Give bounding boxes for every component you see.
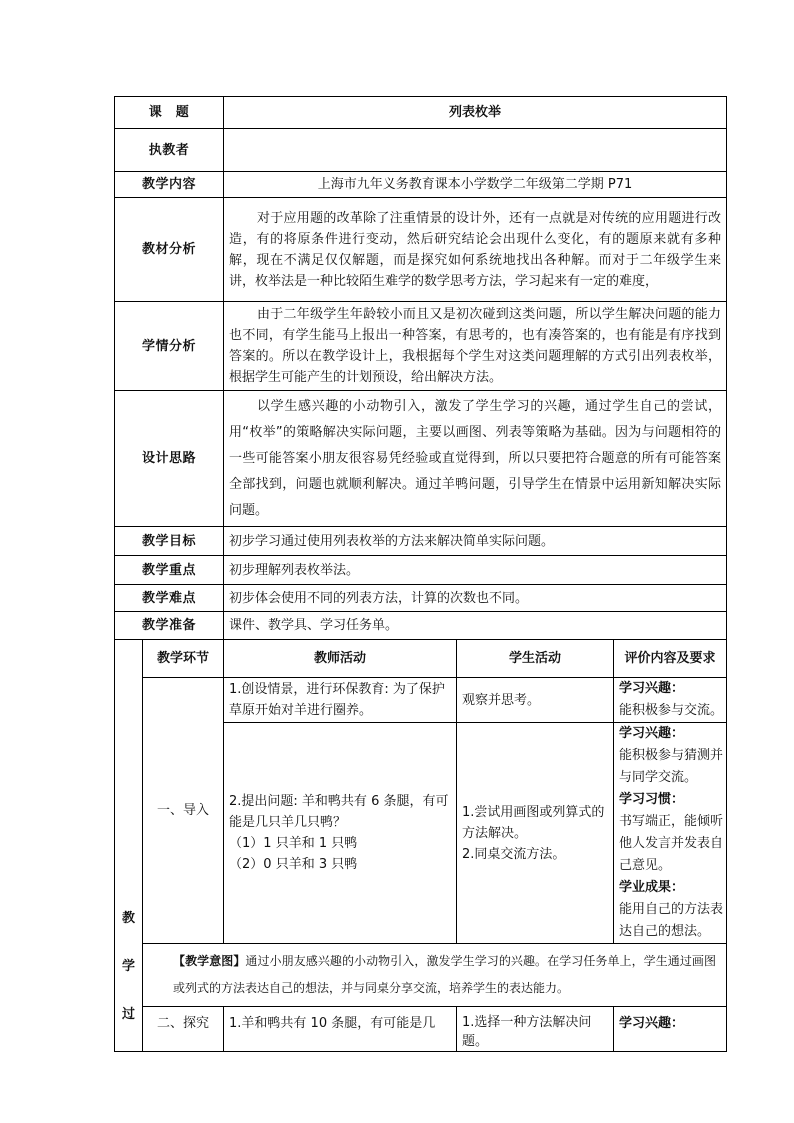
teaching-intent: 【教学意图】通过小朋友感兴趣的小动物引入，激发学生学习的兴趣。在学习任务单上，学生通过画图或列式的方法表达自己的想法，并与同桌分享交流，培养学生的表达能力。	[143, 944, 727, 1007]
content-label: 教学内容	[115, 172, 224, 198]
key-value: 初步理解列表枚举法。	[224, 556, 727, 585]
intro-stage: 一、导入	[143, 678, 224, 944]
header-student: 学生活动	[457, 640, 614, 678]
intro-student-2: 1.尝试用画图或列算式的方法解决。 2.同桌交流方法。	[457, 723, 614, 944]
row-content	[115, 172, 727, 198]
material-value: 对于应用题的改革除了注重情景的设计外，还有一点就是对传统的应用题进行改造，有的将原条件进行变动，然后研究结论会出现什么变化，有的题原来就有多种解，现在不满足仅仅解题，而是探究如何系统地找出各种解。而对于二年级学生来讲，枚举法是一种比较陌生难学的数学思考方法，学习起来有一定的难度，	[224, 198, 727, 302]
intro-teacher-1: 1.创设情景，进行环保教育: 为了保护草原开始对羊进行圈养。	[224, 678, 457, 723]
row-goal	[115, 527, 727, 556]
teacher-value	[224, 129, 727, 172]
explore-stage: 二、探究	[143, 1007, 224, 1052]
design-value: 以学生感兴趣的小动物引入，激发了学生学习的兴趣，通过学生自己的尝试，用“枚举”的策略解决实际问题，主要以画图、列表等策略为基础。因为与问题相符的一些可能答案小朋友很容易凭经验或直觉得到，所以只要把符合题意的所有可能答案全部找到，问题也就顺利解决。通过羊鸭问题，引导学生在情景中运用新知解决实际问题。	[224, 391, 727, 527]
material-label: 教材分析	[115, 198, 224, 302]
header-stage: 教学环节	[143, 640, 224, 678]
intro-eval-1: 学习兴趣： 能积极参与交流。	[614, 678, 727, 723]
students-label: 学情分析	[115, 302, 224, 391]
content-value: 上海市九年义务教育课本小学数学二年级第二学期 P71	[224, 172, 727, 198]
row-teacher	[115, 129, 727, 172]
row-design	[115, 391, 727, 527]
topic-label: 课 题	[115, 97, 224, 129]
header-teacher: 教师活动	[224, 640, 457, 678]
intro-teacher-2: 2.提出问题: 羊和鸭共有 6 条腿，有可能是几只羊几只鸭？ （1）1 只羊和 1 只鸭 （2）0 只羊和 3 只鸭	[224, 723, 457, 944]
intro-eval-2: 学习兴趣： 能积极参与猜测并与同学交流。 学习习惯： 书写端正，能倾听他人发言并发表自己意见。 学业成果： 能用自己的方法表达自己的想法。	[614, 723, 727, 944]
header-eval: 评价内容及要求	[614, 640, 727, 678]
explore-row	[115, 1007, 727, 1052]
goal-label: 教学目标	[115, 527, 224, 556]
students-value: 由于二年级学生年龄较小而且又是初次碰到这类问题，所以学生解决问题的能力也不同，有学生能马上报出一种答案，有思考的，也有凑答案的，也有能是有序找到答案的。所以在教学设计上，我根据每个学生对这类问题理解的方式引出列表枚举，根据学生可能产生的计划预设，给出解决方法。	[224, 302, 727, 391]
lesson-plan-table	[114, 96, 727, 1052]
row-topic	[115, 97, 727, 129]
explore-student: 1.选择一种方法解决问题。	[457, 1007, 614, 1052]
process-header-row	[115, 640, 727, 678]
prep-value: 课件、教学具、学习任务单。	[224, 612, 727, 640]
goal-value: 初步学习通过使用列表枚举的方法来解决简单实际问题。	[224, 527, 727, 556]
design-label: 设计思路	[115, 391, 224, 527]
prep-label: 教学准备	[115, 612, 224, 640]
row-students	[115, 302, 727, 391]
intro-student-1: 观察并思考。	[457, 678, 614, 723]
difficulty-value: 初步体会使用不同的列表方法，计算的次数也不同。	[224, 585, 727, 612]
topic-value: 列表枚举	[224, 97, 727, 129]
explore-eval: 学习兴趣：	[614, 1007, 727, 1052]
intro-row-1	[115, 678, 727, 723]
intent-row	[115, 944, 727, 1007]
row-material	[115, 198, 727, 302]
process-side-label: 教 学 过	[115, 640, 143, 1052]
row-difficulty	[115, 585, 727, 612]
difficulty-label: 教学难点	[115, 585, 224, 612]
row-prep	[115, 612, 727, 640]
teacher-label: 执教者	[115, 129, 224, 172]
explore-teacher: 1.羊和鸭共有 10 条腿，有可能是几	[224, 1007, 457, 1052]
row-key	[115, 556, 727, 585]
key-label: 教学重点	[115, 556, 224, 585]
